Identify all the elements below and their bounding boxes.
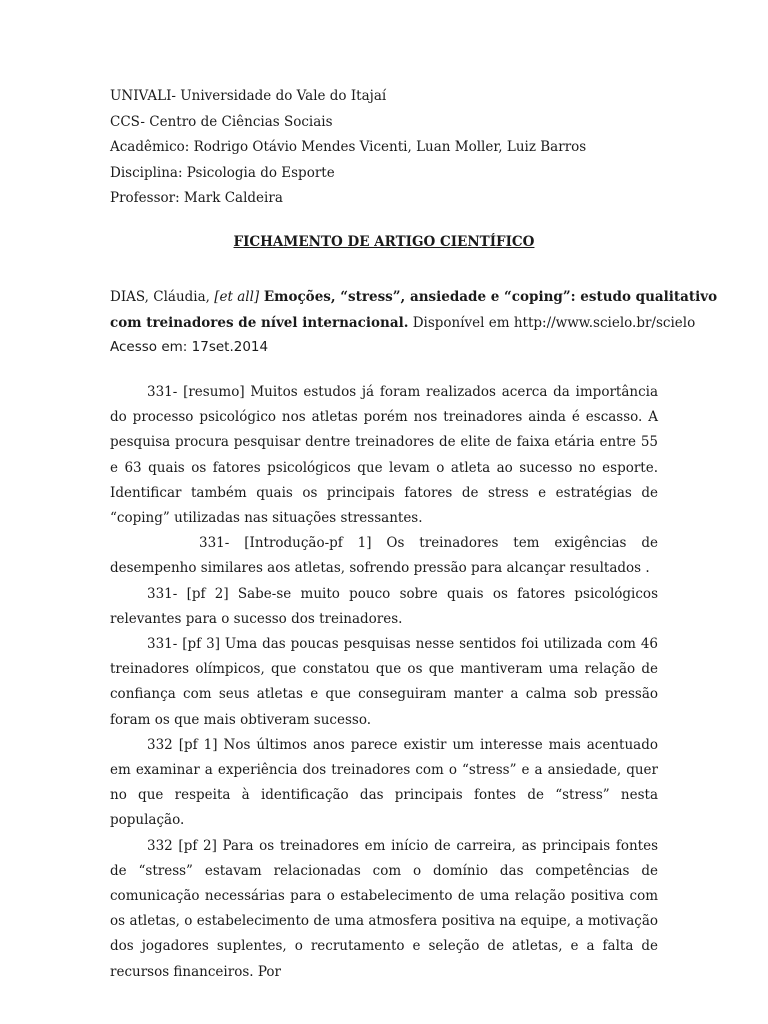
students-line: Acadêmico: Rodrigo Otávio Mendes Vicenti, Luan Moller, Luiz Barros (110, 139, 587, 155)
reference-author: DIAS, Cláudia, (110, 289, 215, 305)
reference-article-title: Emoções, “stress”, ansiedade e “coping”: estudo qualitativo (259, 289, 718, 305)
reference-available: Disponível em http://www.scielo.br/scielo (408, 315, 696, 331)
reference-line-2 (110, 310, 696, 336)
reference-etal: [et all] (214, 289, 260, 305)
paragraph: 332 [pf 1] Nos últimos anos parece existir um interesse mais acentuado em examinar a experiência dos treinadores com o “stress” e a ansiedade, quer no que respeita à identificação das principais fontes de “stress” nesta população. (110, 736, 658, 829)
reference-article-title-2: com treinadores de nível internacional. (110, 315, 409, 331)
reference-line-1 (110, 284, 718, 310)
document-body (110, 380, 658, 985)
paragraph: 331- [pf 3] Uma das poucas pesquisas nesse sentidos foi utilizada com 46 treinadores olímpicos, que constatou que os que mantiveram uma relação de confiança com seus atletas e que conseguiram manter a calma sob pressão foram os que mais obtiveram sucesso. (110, 636, 658, 728)
reference-accessed: Acesso em: 17set.2014 (110, 339, 269, 355)
document-header (110, 84, 670, 212)
discipline-line: Disciplina: Psicologia do Esporte (110, 164, 335, 181)
document-title: FICHAMENTO DE ARTIGO CIENTÍFICO (233, 234, 535, 250)
professor-line: Professor: Mark Caldeira (110, 190, 283, 206)
bibliographic-reference (110, 284, 718, 358)
paragraph: 331- [Introdução-pf 1] Os treinadores tem exigências de desempenho similares aos atletas, sofrendo pressão para alcançar resultados . (110, 535, 658, 577)
paragraph: 331- [resumo] Muitos estudos já foram realizados acerca da importância do processo psicológico nos atletas porém nos treinadores ainda é escasso. A pesquisa procura pesquisar dentre treinadores de elite de faixa etária entre 55 e 63 quais os fatores psicológicos que levam o atleta ao sucesso no esporte. Identificar também quais os principais fatores de stress e estratégias de “coping” utilizadas nas situações stressantes. (110, 384, 658, 527)
center-line: CCS- Centro de Ciências Sociais (110, 113, 333, 130)
university-line: UNIVALI- Universidade do Vale do Itajaí (110, 88, 387, 104)
paragraph: 332 [pf 2] Para os treinadores em início de carreira, as principais fontes de “stress” estavam relacionadas com o domínio das competências de comunicação necessárias para o estabelecimento de uma relação positiva com os atletas, o estabelecimento de uma atmosfera positiva na equipe, a motivação dos jogadores suplentes, o recrutamento e seleção de atletas, e a falta de recursos financeiros. Por (110, 837, 658, 980)
paragraph: 331- [pf 2] Sabe-se muito pouco sobre quais os fatores psicológicos relevantes para o sucesso dos treinadores. (110, 585, 658, 627)
